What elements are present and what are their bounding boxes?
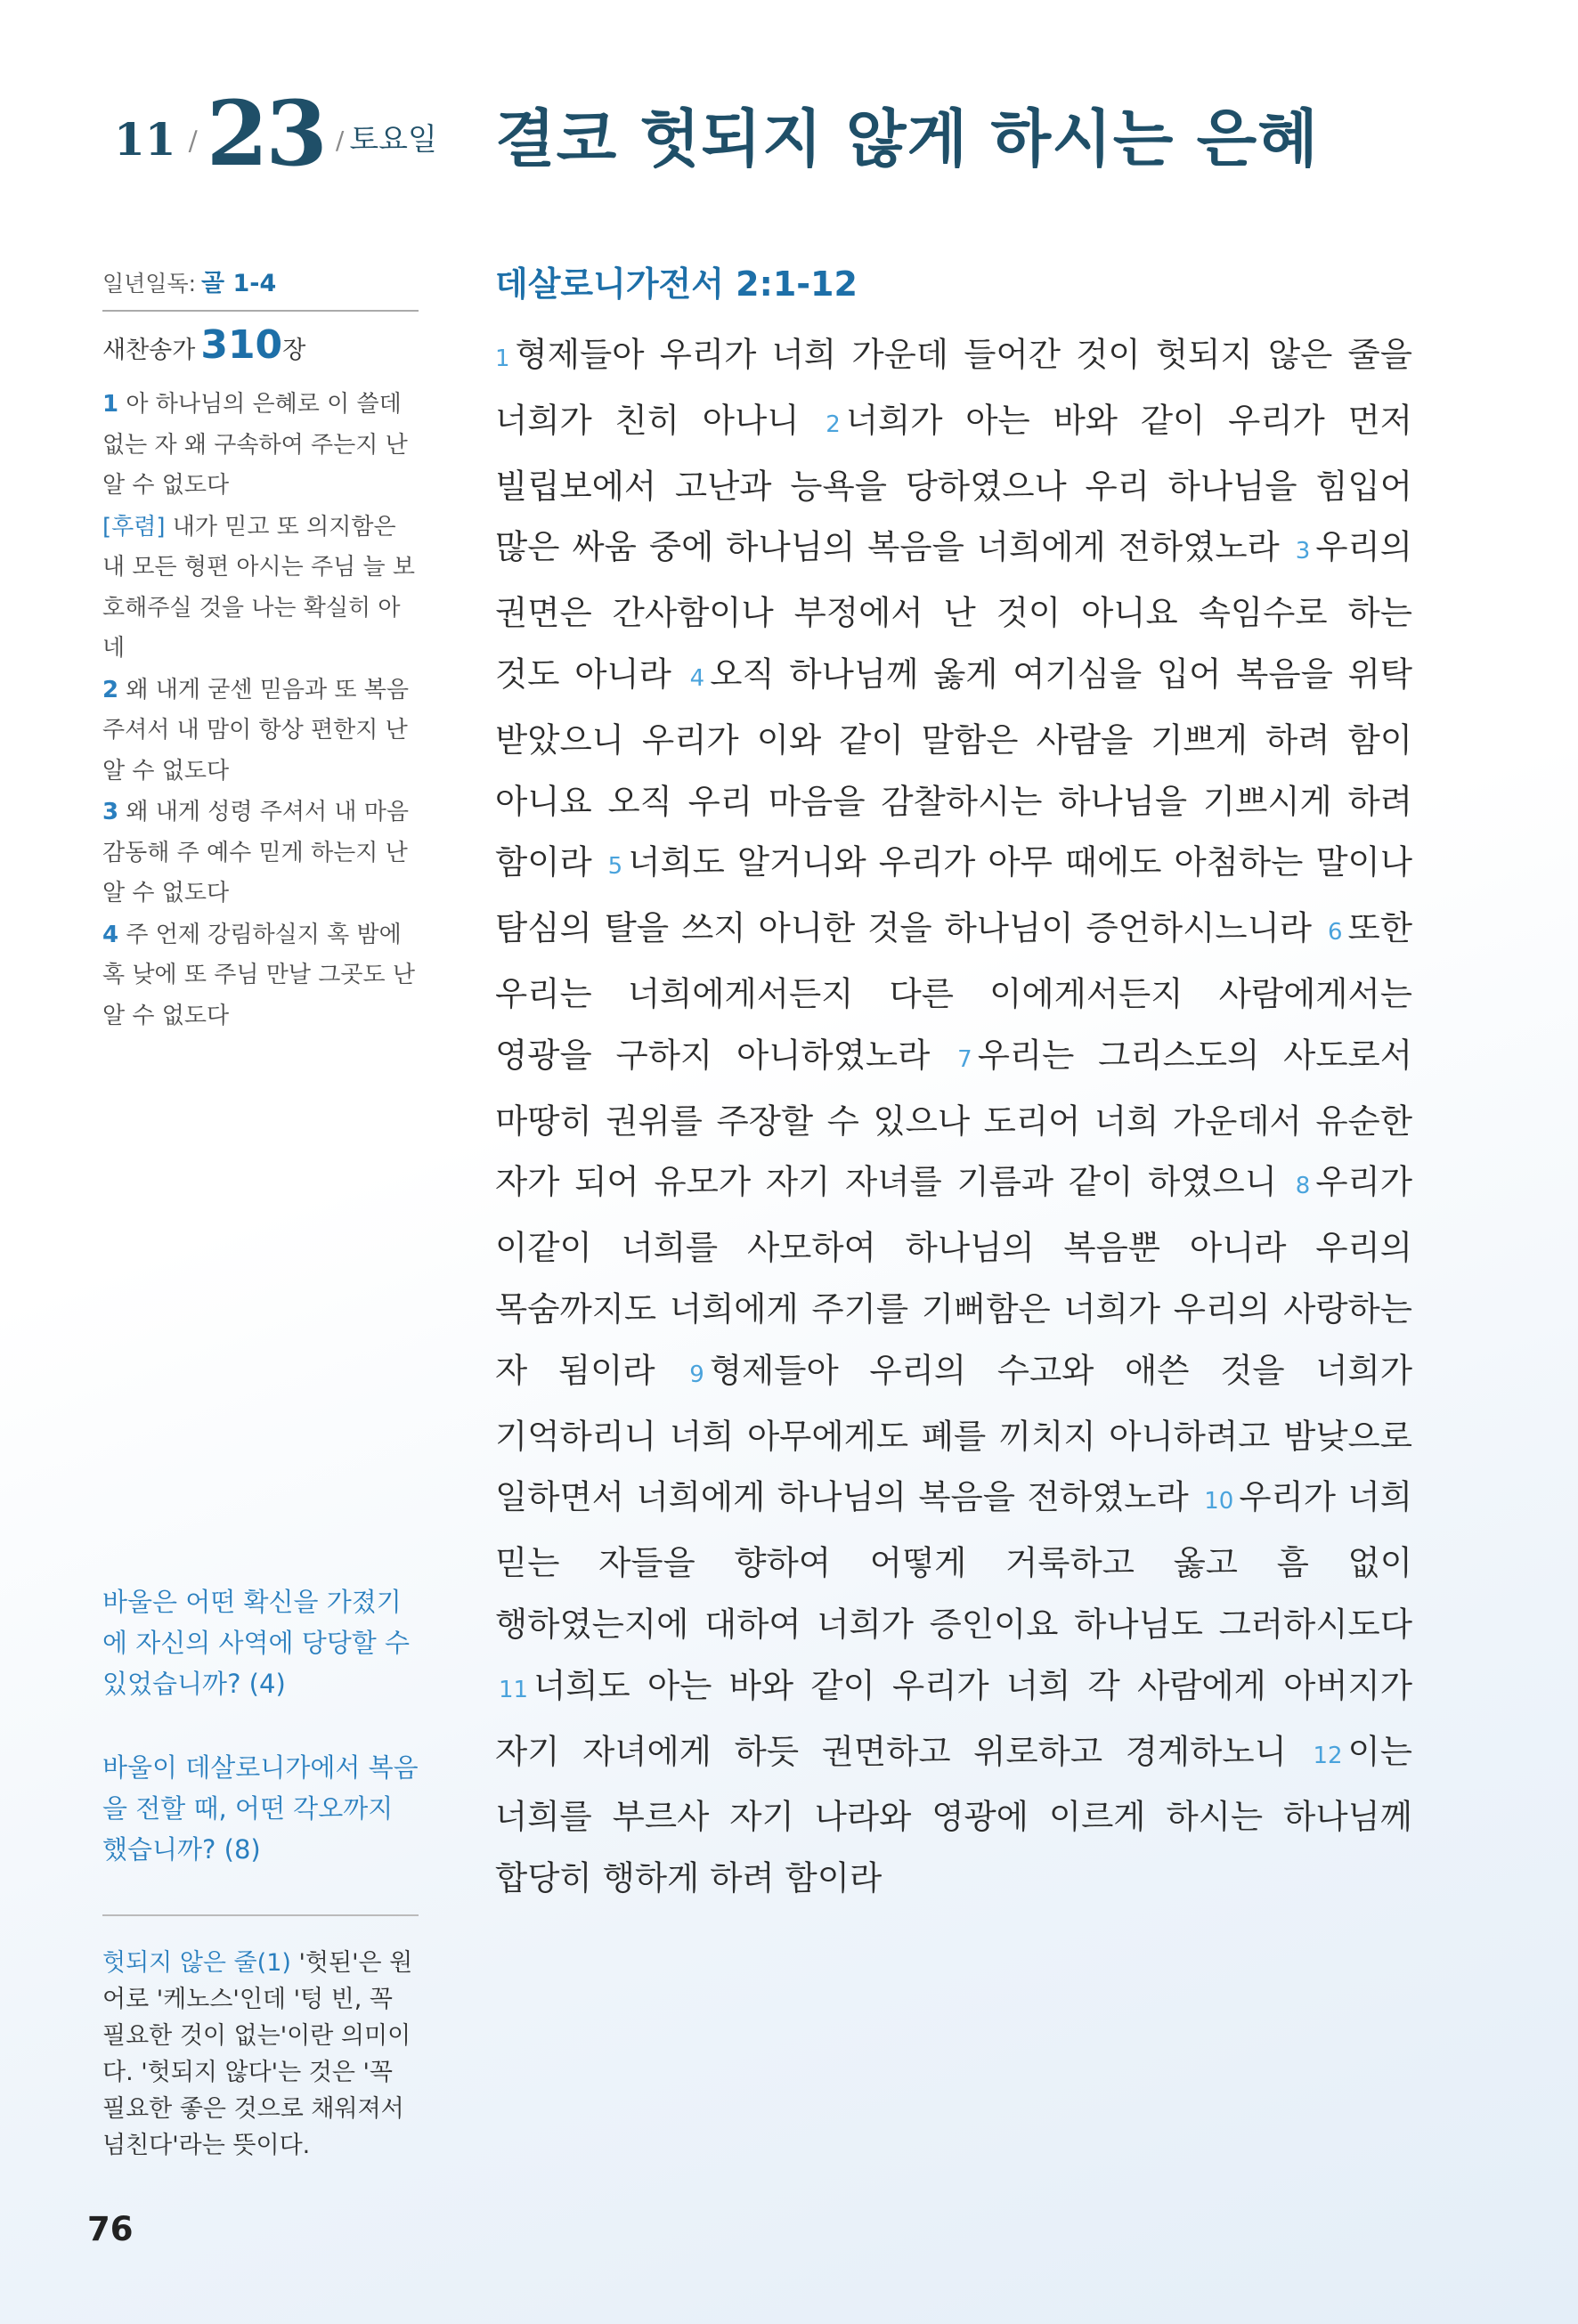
date-separator: / bbox=[335, 126, 345, 155]
hymn-verse bbox=[102, 915, 419, 1037]
hymn-verse-number: 1 bbox=[102, 391, 119, 418]
date-separator: / bbox=[188, 126, 198, 157]
hymn-heading bbox=[102, 322, 419, 368]
date-header bbox=[114, 80, 437, 186]
hymn-verse-number: 2 bbox=[102, 676, 119, 703]
verse-text: 또한 우리는 너희에게서든지 다른 이에게서든지 사람에게서는 영광을 구하지 아니하였노라 bbox=[495, 908, 1412, 1075]
hymn-verse bbox=[102, 670, 419, 792]
verse-number: 2 bbox=[826, 410, 841, 438]
hymn-unit: 장 bbox=[282, 337, 306, 364]
verse-number: 3 bbox=[1295, 538, 1311, 565]
verse-text: 너희도 아는 바와 같이 우리가 너희 각 사람에게 아버지가 자기 자녀에게 하듯 권면하고 위로하고 경계하노니 bbox=[495, 1665, 1412, 1771]
verse-number: 9 bbox=[689, 1361, 704, 1388]
verse-number: 4 bbox=[689, 664, 705, 692]
verse-number: 5 bbox=[607, 853, 623, 881]
verse-number: 1 bbox=[495, 345, 510, 372]
verse-text: 우리가 너희 믿는 자들을 향하여 어떻게 거룩하고 옳고 흠 없이 행하였는지에 대하여 너희가 증인이요 하나님도 그러하시도다 bbox=[495, 1477, 1412, 1644]
month: 11 bbox=[114, 113, 176, 166]
hymn-refrain bbox=[102, 508, 419, 670]
verse-text: 우리가 이같이 너희를 사모하여 하나님의 복음뿐 아니라 우리의 목숨까지도 너희에게 주기를 기뻐함은 너희가 우리의 사랑하는 자 됨이라 bbox=[495, 1162, 1413, 1390]
note-keyword: 헛되지 않은 줄(1) bbox=[102, 1949, 291, 1977]
hymn-number: 310 bbox=[200, 322, 283, 368]
question-2: 바울이 데살로니가에서 복음을 전할 때, 어떤 각오까지 했습니까? (8) bbox=[102, 1752, 419, 1865]
hymn-verse-text: 왜 내게 성령 주셔서 내 마음 감동해 주 예수 믿게 하는지 난 알 수 없도다 bbox=[102, 799, 409, 906]
verse-text: 이는 너희를 부르사 자기 나라와 영광에 이르게 하시는 하나님께 합당히 행하게 하려 함이라 bbox=[495, 1731, 1412, 1898]
verse-number: 11 bbox=[499, 1676, 529, 1703]
hymn-verse-text: 주 언제 강림하실지 혹 밤에 혹 낮에 또 주님 만날 그곳도 난 알 수 없도다 bbox=[102, 921, 415, 1029]
hymn-verse-number: 3 bbox=[102, 799, 119, 825]
day: 23 bbox=[206, 81, 325, 186]
scripture-passage bbox=[495, 324, 1412, 1909]
hymn-verse-text: 왜 내게 굳센 믿음과 또 복음 주셔서 내 맘이 항상 편한지 난 알 수 없도다 bbox=[102, 676, 409, 784]
verse-text: 오직 하나님께 옳게 여기심을 입어 복음을 위탁 받았으니 우리가 이와 같이 말함은 사람을 기쁘게 하려 함이 아니요 오직 우리 마음을 감찰하시는 하나님을 기쁘시게 하려 함이라 bbox=[495, 654, 1413, 882]
hymn-verse bbox=[102, 792, 419, 914]
hymn-verse-number: 4 bbox=[102, 921, 119, 948]
hymn-verse bbox=[102, 385, 419, 507]
verse-text: 형제들아 우리의 수고와 애쓴 것을 너희가 기억하리니 너희 아무에게도 폐를 끼치지 아니하려고 밤낮으로 일하면서 너희에게 하나님의 복음을 전하였노라 bbox=[495, 1350, 1412, 1517]
verse-text: 너희도 알거니와 우리가 아무 때에도 아첨하는 말이나 탐심의 탈을 쓰지 아니한 것을 하나님이 증언하시느니라 bbox=[495, 842, 1412, 948]
reading-label: 일년일독: bbox=[102, 271, 197, 297]
note-text: '헛된'은 원어로 '케노스'인데 '텅 빈, 꼭 필요한 것이 없는'이란 의미이다. '헛되지 않다'는 것은 '꼭 필요한 좋은 것으로 채워져서 넘친다'라는 뜻이다. bbox=[102, 1949, 413, 2159]
page-number: 76 bbox=[87, 2210, 134, 2248]
hymn-lyrics bbox=[102, 385, 419, 1037]
verse-number: 12 bbox=[1313, 1742, 1343, 1769]
yearly-reading bbox=[102, 264, 419, 298]
verse-text: 형제들아 우리가 너희 가운데 들어간 것이 헛되지 않은 줄을 너희가 친히 아나니 bbox=[495, 335, 1412, 440]
verse-text: 우리는 그리스도의 사도로서 마땅히 권위를 주장할 수 있으나 도리어 너희 가운데서 유순한 자가 되어 유모가 자기 자녀를 기름과 같이 하였으니 bbox=[495, 1035, 1413, 1202]
reading-reference: 골 1-4 bbox=[201, 270, 277, 297]
divider bbox=[102, 310, 419, 312]
verse-number: 10 bbox=[1204, 1488, 1234, 1515]
weekday: 토요일 bbox=[349, 122, 437, 158]
hymn-verse-text: 아 하나님의 은혜로 이 쓸데없는 자 왜 구속하여 주는지 난 알 수 없도다 bbox=[102, 391, 408, 499]
passage-reference: 데살로니가전서 2:1-12 bbox=[495, 264, 858, 304]
hymn-refrain-label: [후렴] bbox=[102, 513, 166, 540]
hymn-verse-text: 내가 믿고 또 의지함은 내 모든 형편 아시는 주님 늘 보호해주실 것을 나는 확실히 아네 bbox=[102, 513, 415, 662]
question-1: 바울은 어떤 확신을 가졌기에 자신의 사역에 당당할 수 있었습니까? (4) bbox=[102, 1587, 411, 1699]
verse-text: 우리의 권면은 간사함이나 부정에서 난 것이 아니요 속임수로 하는 것도 아니라 bbox=[495, 527, 1412, 694]
page-title: 결코 헛되지 않게 하시는 은혜 bbox=[495, 102, 1319, 175]
verse-text: 너희가 아는 바와 같이 우리가 먼저 빌립보에서 고난과 능욕을 당하였으나 우리 하나님을 힘입어 많은 싸움 중에 하나님의 복음을 너희에게 전하였노라 bbox=[495, 400, 1413, 567]
word-note bbox=[102, 1945, 419, 2164]
verse-number: 6 bbox=[1328, 919, 1343, 947]
hymn-label: 새찬송가 bbox=[102, 337, 196, 364]
divider bbox=[102, 1914, 419, 1916]
verse-number: 7 bbox=[957, 1045, 972, 1073]
verse-number: 8 bbox=[1295, 1173, 1311, 1200]
